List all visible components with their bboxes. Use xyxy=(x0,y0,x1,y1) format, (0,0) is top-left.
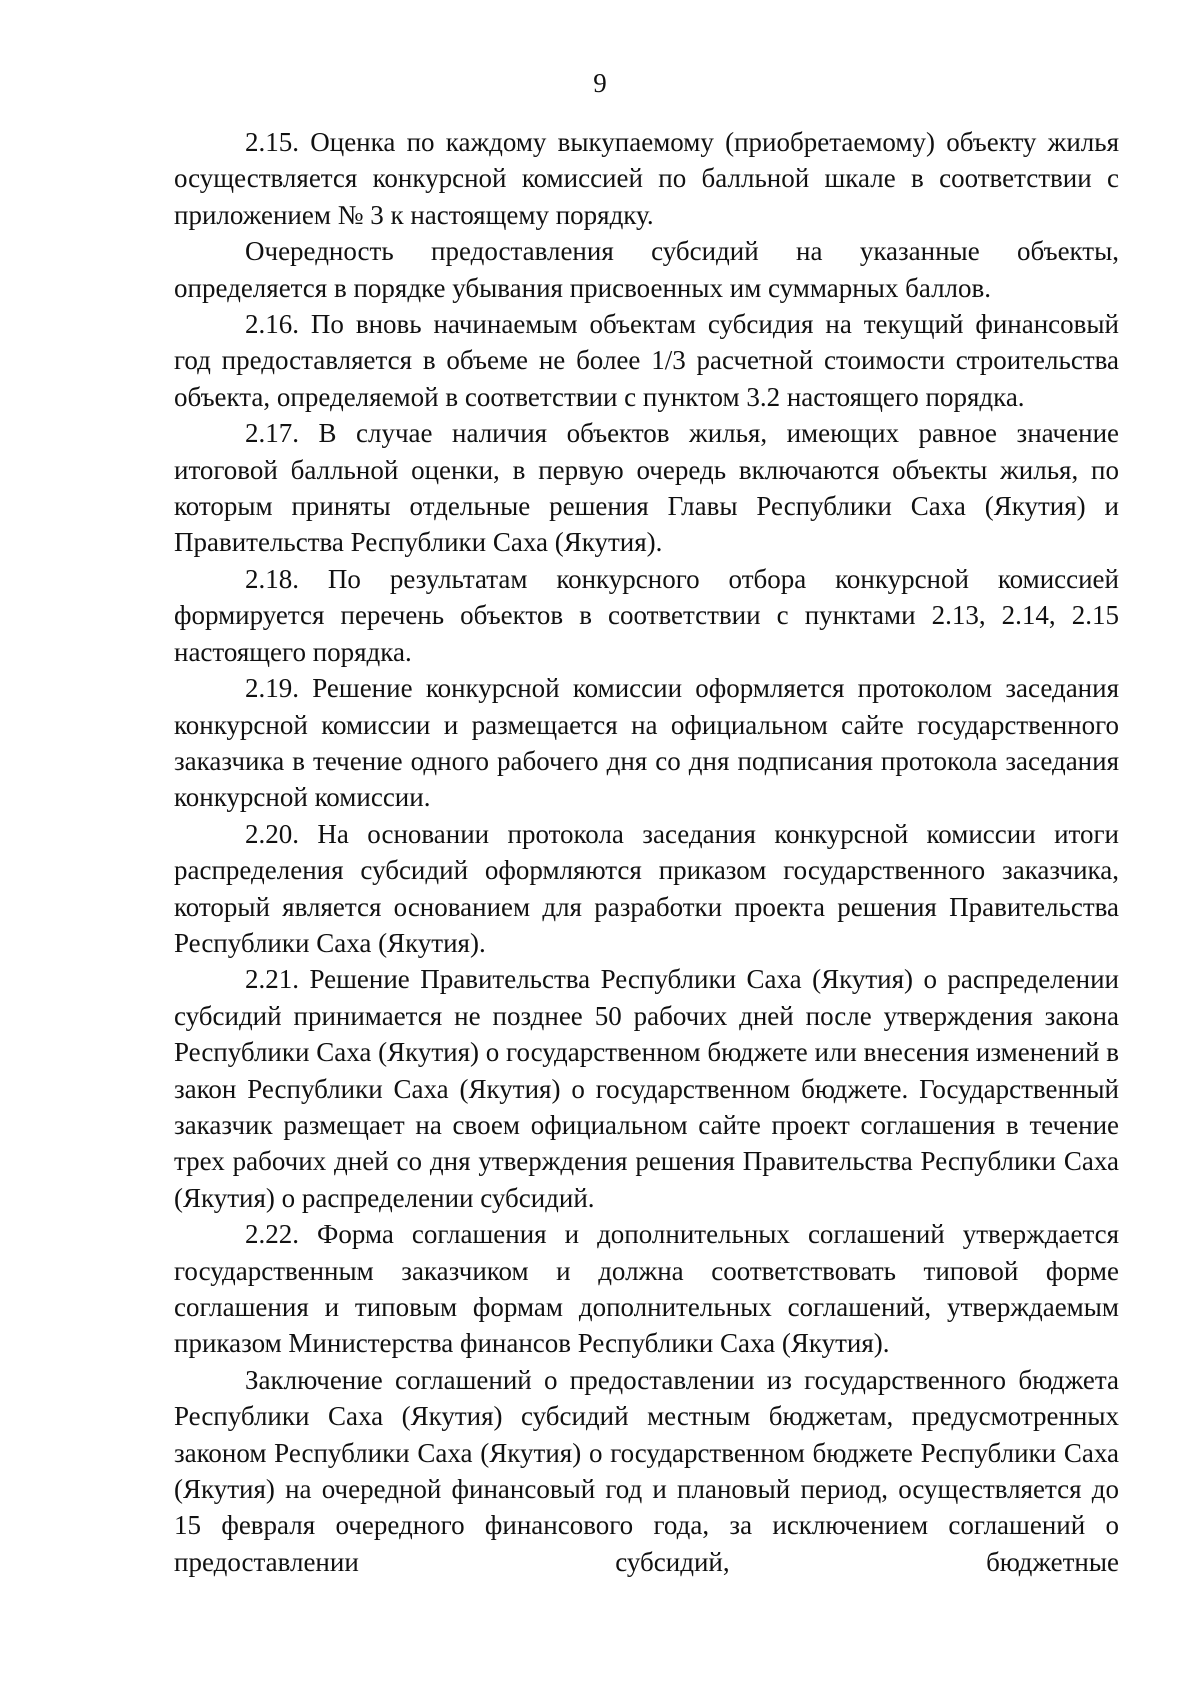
paragraph-2-15: 2.15. Оценка по каждому выкупаемому (приобретаемому) объекту жилья осуществляется конкурсной комиссией по балльной шкале в соответствии с приложением № 3 к настоящему порядку. xyxy=(174,127,1119,230)
paragraph-2-20: 2.20. На основании протокола заседания конкурсной комиссии итоги распределения субсидий оформляются приказом государственного заказчика, который является основанием для разработки проекта решения Правительства Республики Саха (Якутия). xyxy=(174,818,1119,958)
paragraph-2-21: 2.21. Решение Правительства Республики Саха (Якутия) о распределении субсидий принимается не позднее 50 рабочих дней после утверждения закона Республики Саха (Якутия) о государственном бюджете или внесения изменений в закон Республики Саха (Якутия) о государственном бюджете. Государственный заказчик размещает на своем официальном сайте проект соглашения в течение трех рабочих дней со дня утверждения решения Правительства Республики Саха (Якутия) о распределении субсидий. xyxy=(174,964,1119,1213)
paragraph-2-22: 2.22. Форма соглашения и дополнительных соглашений утверждается государственным заказчиком и должна соответствовать типовой форме соглашения и типовым формам дополнительных соглашений, утверждаемым приказом Министерства финансов Республики Саха (Якутия). xyxy=(174,1219,1119,1359)
paragraph-2-17: 2.17. В случае наличия объектов жилья, имеющих равное значение итоговой балльной оценки, в первую очередь включаются объекты жилья, по которым приняты отдельные решения Главы Республики Саха (Якутия) и Правительства Республики Саха (Якутия). xyxy=(174,418,1119,558)
paragraph-2-15-priority: Очередность предоставления субсидий на указанные объекты, определяется в порядке убывания присвоенных им суммарных баллов. xyxy=(174,236,1119,303)
page-number: 9 xyxy=(593,68,607,98)
paragraph-2-19: 2.19. Решение конкурсной комиссии оформляется протоколом заседания конкурсной комиссии и размещается на официальном сайте государственного заказчика в течение одного рабочего дня со дня подписания протокола заседания конкурсной комиссии. xyxy=(174,673,1119,813)
paragraph-2-22-agreements: Заключение соглашений о предоставлении из государственного бюджета Республики Саха (Якутия) субсидий местным бюджетам, предусмотренных законом Республики Саха (Якутия) о государственном бюджете Республики Саха (Якутия) на очередной финансовый год и плановый период, осуществляется до 15 февраля очередного финансового года, за исключением соглашений о предоставлении субсидий, бюджетные xyxy=(174,1364,1119,1577)
paragraph-2-18: 2.18. По результатам конкурсного отбора конкурсной комиссией формируется перечень объектов в соответствии с пунктами 2.13, 2.14, 2.15 настоящего порядка. xyxy=(174,563,1119,667)
paragraph-2-16: 2.16. По вновь начинаемым объектам субсидия на текущий финансовый год предоставляется в объеме не более 1/3 расчетной стоимости строительства объекта, определяемой в соответствии с пунктом 3.2 настоящего порядка. xyxy=(174,309,1119,412)
document-body xyxy=(174,124,1119,1580)
